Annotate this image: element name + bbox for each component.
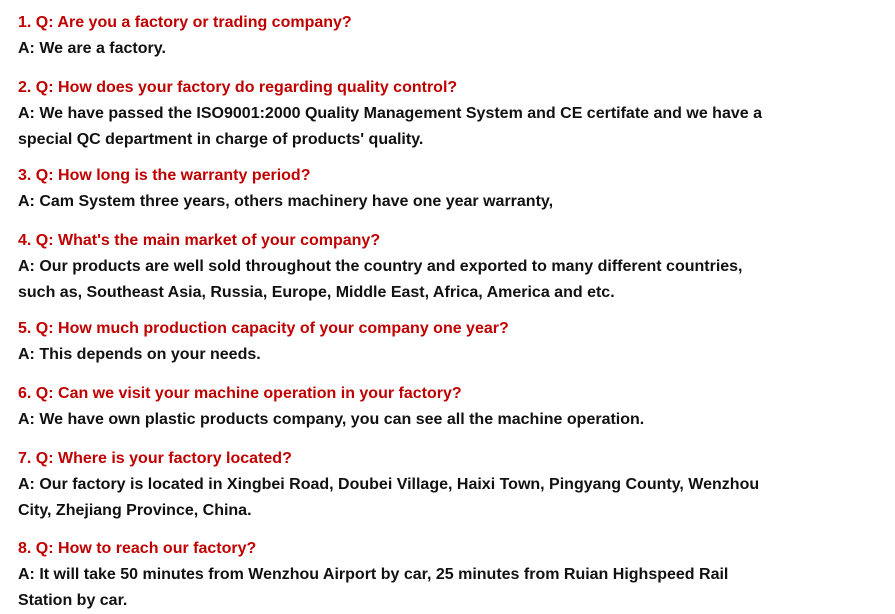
faq-item-6 [18,384,778,433]
faq-item-8 [18,539,778,613]
faq-answer-line: A: We have own plastic products company, you can see all the machine operation. [18,411,645,428]
faq-answer [18,101,778,152]
faq-answer-line: A: Our products are well sold throughout the country and exported to many different countries, [18,258,743,275]
faq-question: 1. Q: Are you a factory or trading company? [18,14,352,31]
faq-question: 2. Q: How does your factory do regarding quality control? [18,79,458,96]
faq-answer-line: A: We have passed the ISO9001:2000 Quality Management System and CE certifate and we have a [18,105,762,122]
faq-question: 7. Q: Where is your factory located? [18,450,292,467]
faq-answer [18,472,778,523]
faq-answer-line: such as, Southeast Asia, Russia, Europe, Middle East, Africa, America and etc. [18,283,615,301]
faq-question: 5. Q: How much production capacity of your company one year? [18,320,509,337]
faq-question: 3. Q: How long is the warranty period? [18,167,311,184]
faq-item-1 [18,13,778,62]
faq-item-5 [18,319,778,368]
faq-answer [18,189,778,215]
faq-answer [18,407,778,433]
faq-answer-line: A: Our factory is located in Xingbei Road, Doubei Village, Haixi Town, Pingyang County, Wenzhou [18,476,760,493]
faq-question: 8. Q: How to reach our factory? [18,540,257,557]
faq-answer [18,342,778,368]
faq-item-3 [18,166,778,215]
faq-answer-line: Station by car. [18,591,128,609]
faq-question: 4. Q: What's the main market of your company? [18,232,381,249]
faq-answer-line: A: Cam System three years, others machinery have one year warranty, [18,193,554,210]
faq-answer-line: City, Zhejiang Province, China. [18,501,252,519]
faq-answer [18,36,778,62]
faq-answer [18,562,778,613]
faq-item-4 [18,231,778,305]
faq-answer [18,254,778,305]
faq-item-2 [18,78,778,152]
faq-item-7 [18,449,778,523]
faq-answer-line: special QC department in charge of products' quality. [18,130,424,148]
faq-answer-line: A: It will take 50 minutes from Wenzhou Airport by car, 25 minutes from Ruian Highspeed Rail [18,566,729,583]
faq-answer-line: A: This depends on your needs. [18,346,261,363]
faq-answer-line: A: We are a factory. [18,40,166,57]
faq-question: 6. Q: Can we visit your machine operation in your factory? [18,385,462,402]
